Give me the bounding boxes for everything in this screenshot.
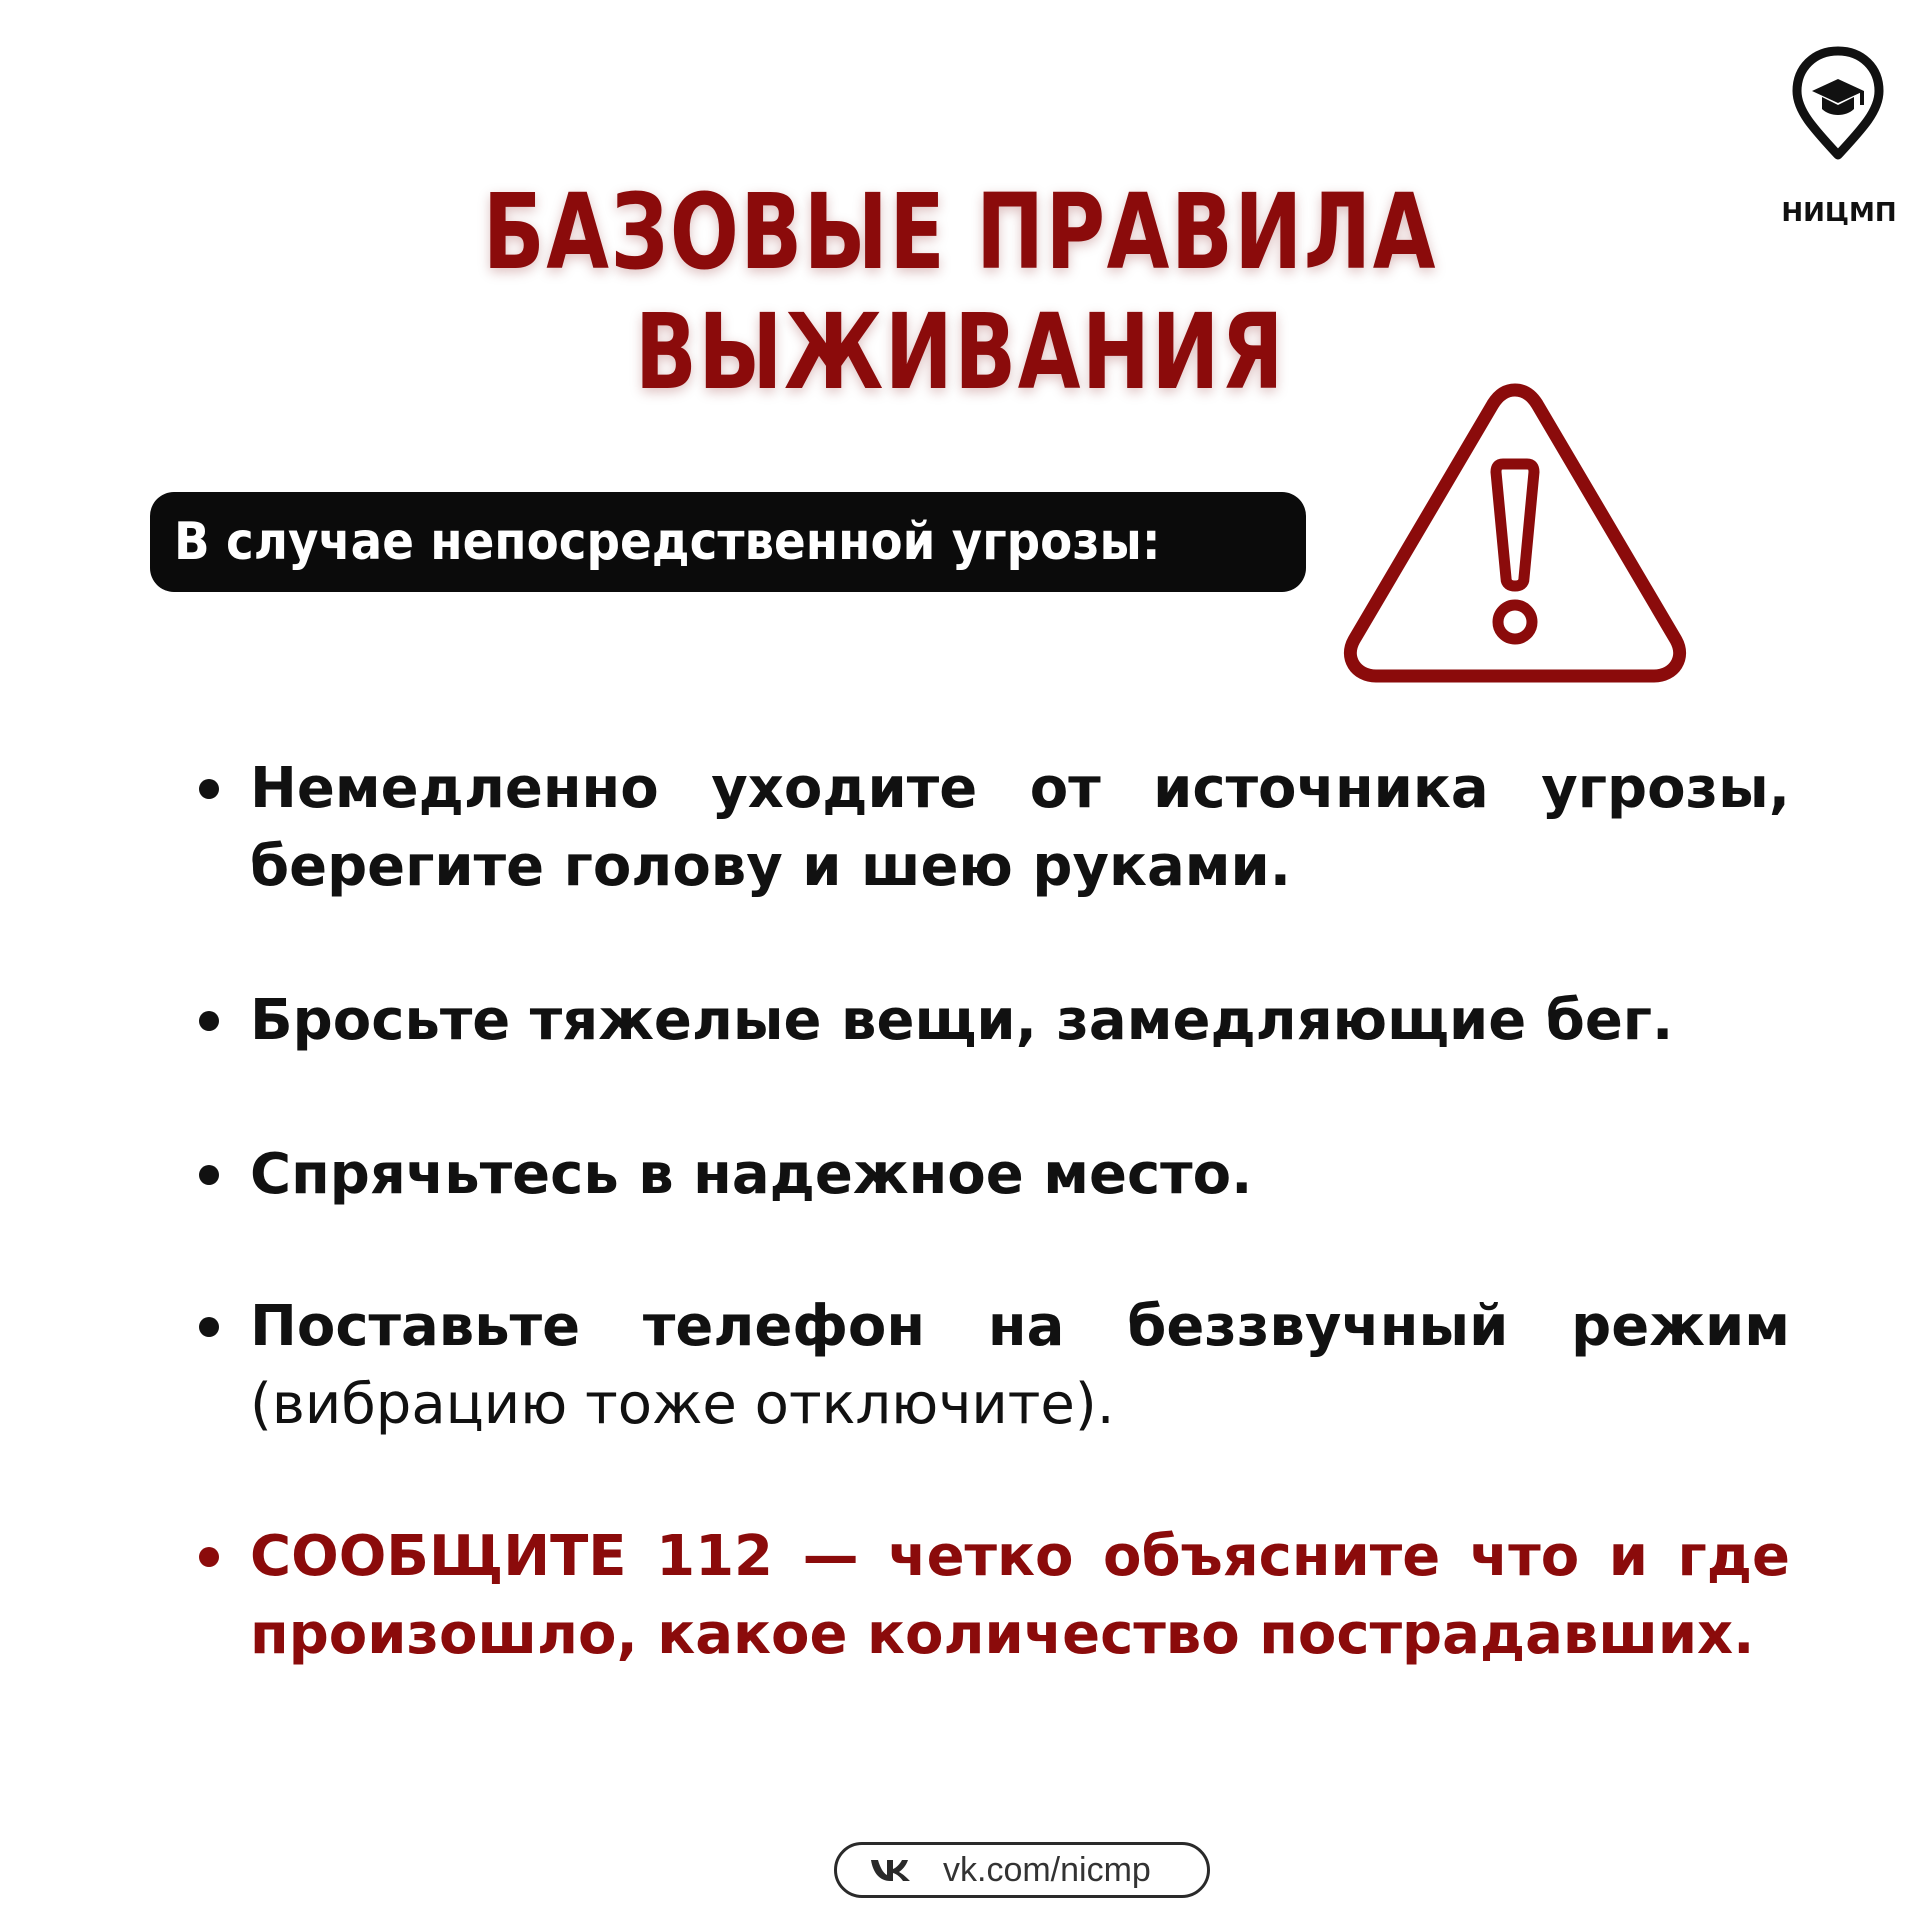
vk-link-text[interactable]: vk.com/nicmp [943, 1851, 1151, 1889]
vk-link[interactable] [834, 1842, 1210, 1898]
bullet-icon [199, 1547, 219, 1567]
subtitle-text: В случае непосредственной угрозы: [174, 512, 1161, 572]
logo [1774, 45, 1904, 228]
rules-list [195, 750, 1790, 1748]
page-title: БАЗОВЫЕ ПРАВИЛА ВЫЖИВАНИЯ [482, 171, 1438, 413]
rule-note: (вибрацию тоже отключите). [250, 1372, 1115, 1437]
list-item [195, 982, 1790, 1060]
rule-text: Бросьте тяжелые вещи, замедляющие бег. [250, 988, 1674, 1053]
bullet-icon [199, 1317, 219, 1337]
warning-triangle-icon [1340, 378, 1690, 688]
bullet-icon [199, 1011, 219, 1031]
graduation-cap-pin-icon [1788, 45, 1888, 165]
list-item-highlight [195, 1518, 1790, 1674]
bullet-icon [199, 779, 219, 799]
logo-text: НИЦМП [1781, 198, 1897, 228]
list-item [195, 1288, 1790, 1444]
rule-text: Спрячьтесь в надежное место. [250, 1142, 1253, 1207]
rule-text: Немедленно уходите от источника угрозы, берегите голову и шею руками. [250, 756, 1790, 899]
subtitle-pill [150, 492, 1306, 592]
rule-text: СООБЩИТЕ 112 — четко объясните что и где произошло, какое количество пострадавших. [250, 1524, 1790, 1667]
list-item [195, 750, 1790, 906]
rule-text: Поставьте телефон на беззвучный режим [250, 1294, 1790, 1359]
vk-icon [869, 1857, 917, 1883]
bullet-icon [199, 1165, 219, 1185]
list-item [195, 1136, 1790, 1214]
